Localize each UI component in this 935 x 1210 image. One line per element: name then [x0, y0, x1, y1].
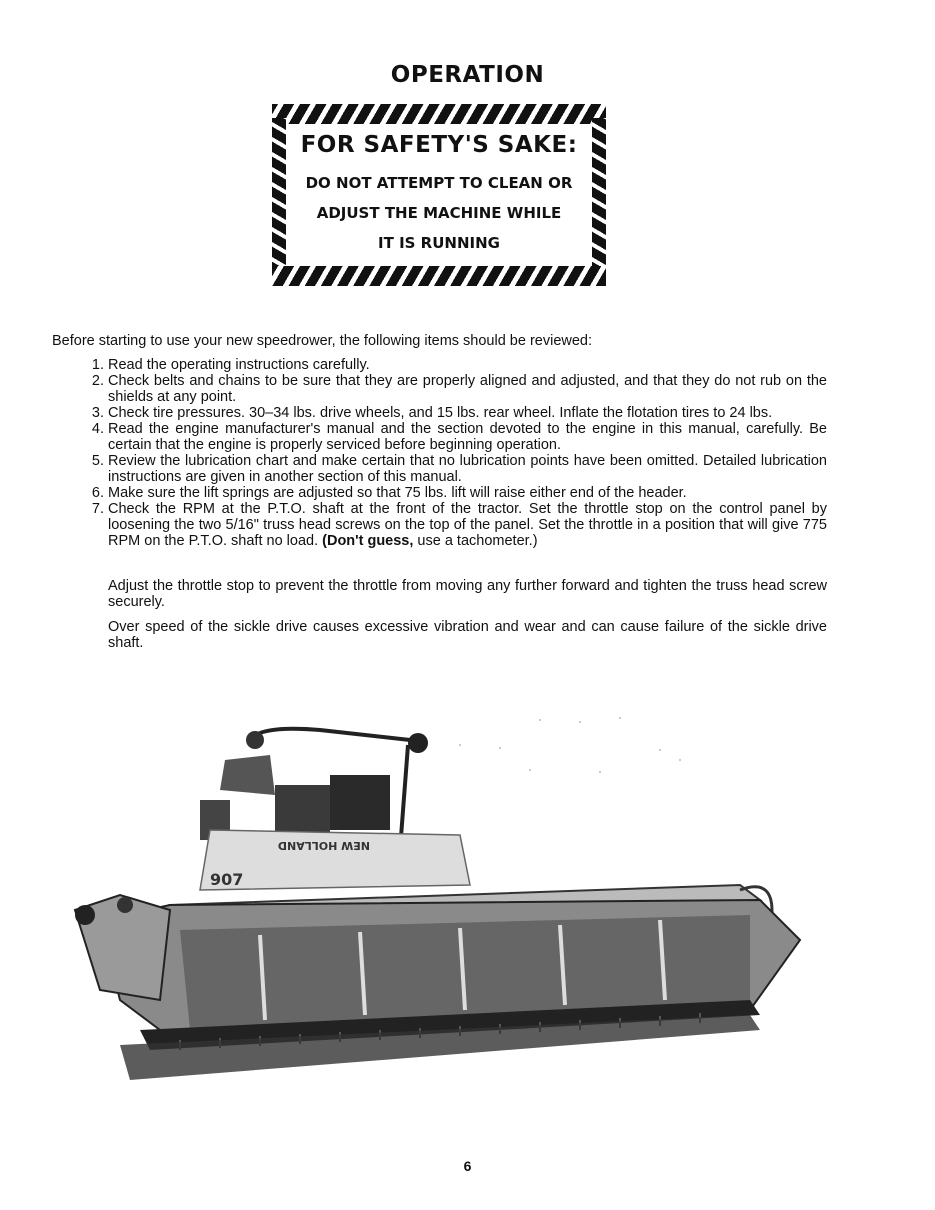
safety-line: IT IS RUNNING — [378, 234, 500, 252]
hazard-stripe-right — [592, 118, 606, 272]
brand-label: NEW HOLLAND — [277, 839, 370, 852]
item-number: 6. — [91, 485, 104, 501]
light-right — [408, 733, 428, 753]
overspeed-paragraph: Over speed of the sickle drive causes excessive vibration and wear and can cause failure of the sickle drive shaft. — [108, 619, 827, 651]
controls — [275, 785, 330, 835]
item-text: Make sure the lift springs are adjusted so that 75 lbs. lift will raise either end of the header. — [108, 485, 687, 501]
hazard-stripe-top — [272, 104, 606, 124]
hazard-stripe-bottom — [272, 266, 606, 286]
background-specks — [459, 717, 681, 773]
cab-frame — [250, 729, 410, 740]
checklist-item — [82, 373, 827, 405]
item-emphasis: (Don't guess, — [322, 533, 414, 549]
operator-seat — [220, 755, 275, 795]
hazard-stripe-left — [272, 118, 286, 272]
checklist-item — [82, 405, 827, 421]
safety-line: ADJUST THE MACHINE WHILE — [316, 204, 562, 222]
safety-title: FOR SAFETY'S SAKE: — [300, 132, 578, 158]
item-text: Review the lubrication chart and make certain that no lubrication points have been omitted. Detailed lubrication instructions are given in another section of this manual. — [108, 453, 827, 485]
item-number: 5. — [91, 453, 104, 469]
safety-line: DO NOT ATTEMPT TO CLEAN OR — [305, 174, 573, 192]
light-left — [246, 731, 264, 749]
safety-warning-text — [286, 124, 592, 266]
page-heading: OPERATION — [390, 62, 545, 88]
item-number: 7. — [91, 501, 104, 517]
item-text: Check tire pressures. 30–34 lbs. drive wheels, and 15 lbs. rear wheel. Inflate the flotation tires to 24 lbs. — [108, 405, 773, 421]
item-number: 1. — [91, 357, 104, 373]
checklist-item — [82, 485, 827, 501]
item-text: Read the operating instructions carefully. — [108, 357, 370, 373]
item-text: Read the engine manufacturer's manual and the section devoted to the engine in this manual, carefully. Be certain that the engine is properly serviced before beginning operation. — [108, 421, 827, 453]
checklist-item — [82, 421, 827, 453]
engine-block — [330, 775, 390, 830]
throttle-paragraph: Adjust the throttle stop to prevent the throttle from moving any further forward and tighten the truss head screw securely. — [108, 578, 827, 610]
safety-warning-box — [272, 104, 606, 286]
item-text: Check belts and chains to be sure that they are properly aligned and adjusted, and that they do not rub on the shields at any point. — [108, 373, 827, 405]
item-number: 2. — [91, 373, 104, 389]
intro-paragraph: Before starting to use your new speedrower, the following items should be reviewed: — [52, 333, 593, 349]
item-text: Check the RPM at the P.T.O. shaft at the front of the tractor. Set the throttle stop on the control panel by loosening the two 5/16" truss head screws on the top of the panel. Set the throttle in a position that will give 775 RPM on the P.T.O. shaft no load. — [108, 501, 827, 549]
drive-pulley — [75, 905, 95, 925]
checklist-item — [82, 453, 827, 485]
item-text-tail: use a tachometer.) — [413, 533, 538, 549]
model-label: 907 — [210, 870, 244, 889]
item-number: 4. — [91, 421, 104, 437]
checklist-item — [82, 357, 827, 373]
item-number: 3. — [91, 405, 104, 421]
checklist-item — [82, 501, 827, 549]
speedrower-photo — [60, 700, 820, 1100]
drive-pulley-small — [117, 897, 133, 913]
checklist — [82, 357, 827, 549]
page-number: 6 — [463, 1158, 472, 1174]
